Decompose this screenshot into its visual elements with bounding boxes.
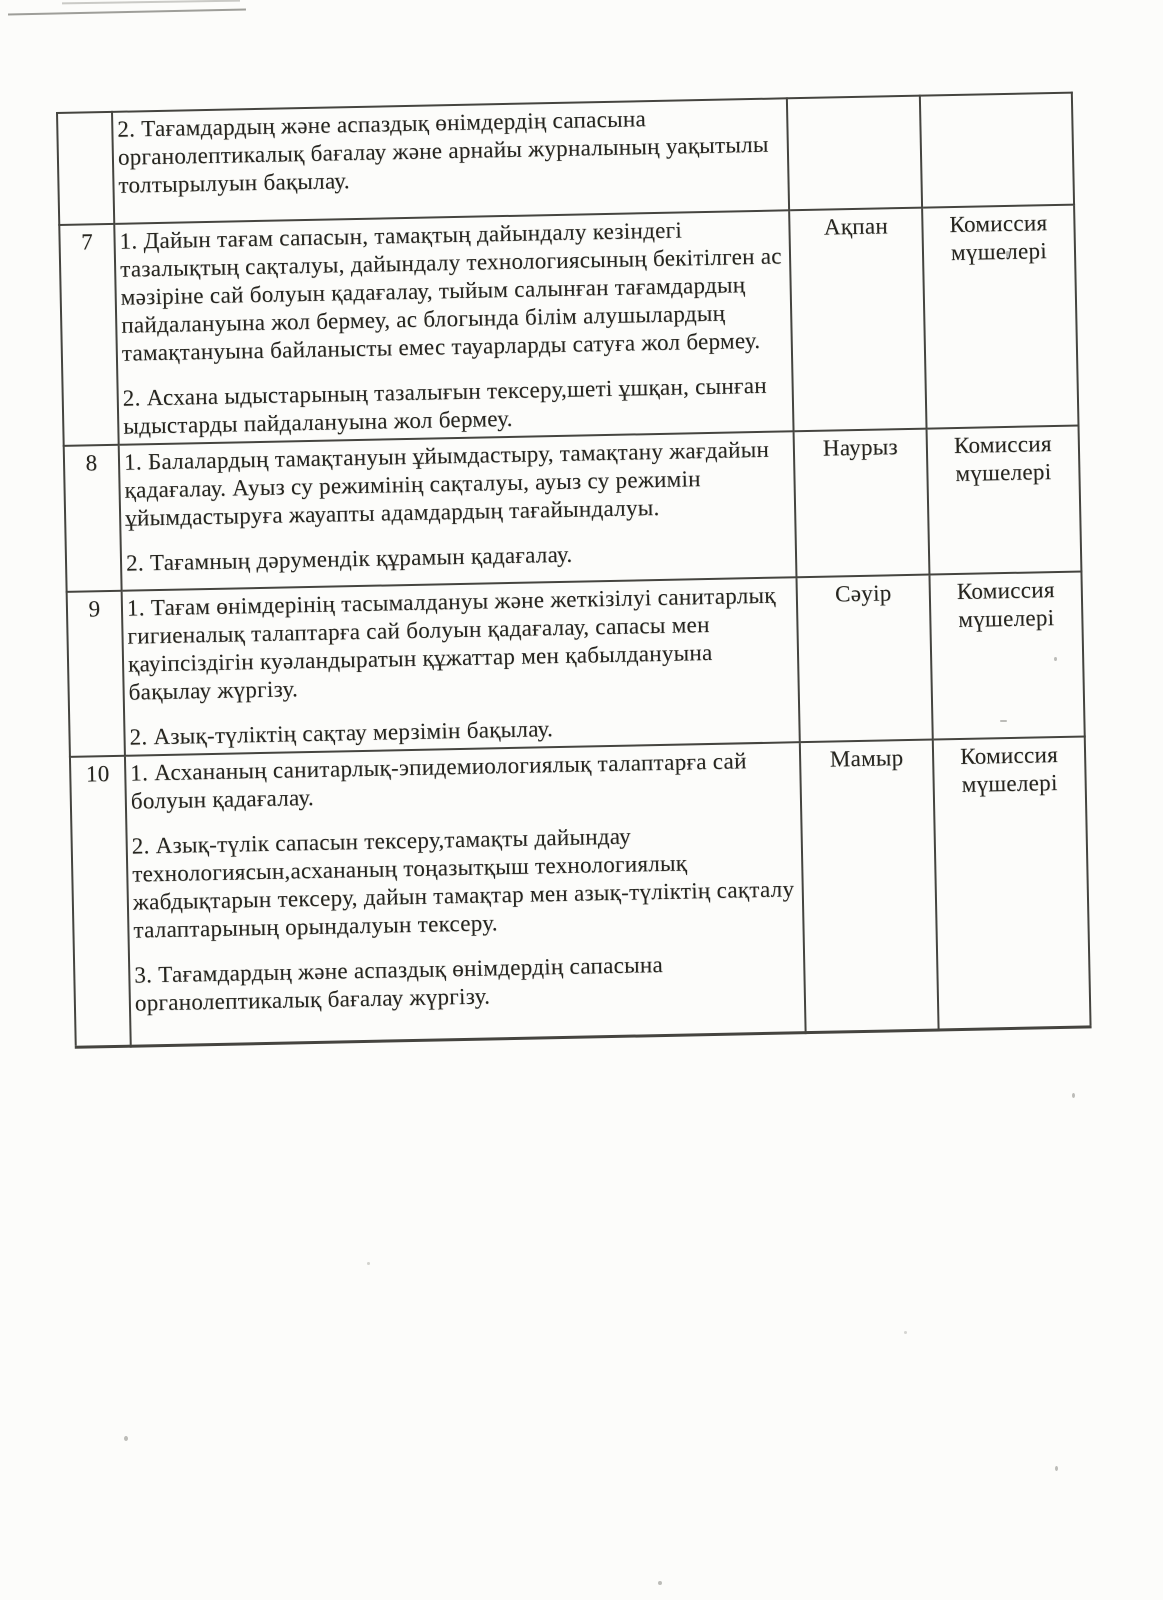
row-number-cell: 8 xyxy=(64,445,122,592)
task-paragraph: 2. Тағамның дәрумендік құрамын қадағалау. xyxy=(125,541,573,576)
table-row-9 xyxy=(67,572,1085,757)
month-cell: Ақпан xyxy=(789,208,926,432)
task-paragraph: 2. Азық-түліктің сақтау мерзімін бақылау. xyxy=(129,716,554,750)
responsible-cell: Комиссия мүшелері xyxy=(933,736,1091,1029)
scan-speck xyxy=(904,1331,907,1334)
table-row-8 xyxy=(64,426,1082,592)
scan-artifact-line xyxy=(62,0,240,4)
scan-speck xyxy=(658,1581,662,1585)
scan-speck xyxy=(1072,1093,1075,1098)
month-cell: Мамыр xyxy=(800,740,939,1033)
task-paragraph: 1. Асхананың санитарлық-эпидемиологиялық талаптарға сай болуын қадағалау. xyxy=(130,748,747,814)
tasks-cell xyxy=(125,742,806,1045)
responsible-cell xyxy=(920,93,1074,208)
task-paragraph: 1. Дайын тағам сапасын, тамақтың дайындалу кезіндегі тазалықтың сақталуы, дайындалу технологиясының бекітілген ас мәзіріне сай болуын қадағалау, тыйым салынған тағамдардың пайдалануына жол бермеу, ас блогында білім алушылардың тамақтануына байланысты емес тауарларды сатуға жол бермеу. xyxy=(119,217,783,366)
row-number-cell xyxy=(57,112,114,225)
scan-speck xyxy=(1055,1466,1058,1471)
row-number-cell: 7 xyxy=(59,224,118,446)
task-paragraph: 2. Азық-түлік сапасын тексеру,тамақты дайындау технологиясын,асхананың тоңазытқыш технологиялық жабдықтарын тексеру, дайын тамақтар мен азық-түліктің сақталу талаптарының орындалуын тексеру. xyxy=(131,823,795,943)
responsible-cell: Комиссия мүшелері xyxy=(927,426,1082,575)
tasks-cell xyxy=(112,98,789,224)
row-number-cell: 9 xyxy=(67,591,125,757)
month-cell: Сәуір xyxy=(796,575,932,743)
scan-speck xyxy=(1000,720,1007,722)
task-paragraph: 2. Асхана ыдыстарының тазалығын тексеру,шеті ұшқан, сынған ыдыстарды пайдалануына жол бермеу. xyxy=(122,372,768,439)
month-cell: Наурыз xyxy=(794,429,930,578)
scan-speck xyxy=(1054,657,1057,661)
row-number-cell: 10 xyxy=(70,756,131,1047)
scan-speck xyxy=(124,1436,128,1441)
table-row-continuation xyxy=(57,93,1074,225)
task-paragraph: 1. Тағам өнімдерінің тасымалдануы және жеткізілуі санитарлық гигиеналық талаптарға сай болуын қадағалау, сапасы мен қауіпсіздігін куәландыратын құжаттар мен қабылдануына бақылау жүргізу. xyxy=(126,582,776,705)
responsible-cell: Комиссия мүшелері xyxy=(922,205,1078,429)
tasks-cell xyxy=(122,577,800,756)
table-row-7 xyxy=(59,205,1078,446)
schedule-table-wrapper xyxy=(56,92,1092,1049)
responsible-cell: Комиссия мүшелері xyxy=(929,572,1084,740)
scan-artifact-line xyxy=(8,9,246,16)
task-paragraph: 3. Тағамдардың және аспаздық өнімдердің сапасына органолептикалық бағалау жүргізу. xyxy=(134,951,664,1016)
task-paragraph: 2. Тағамдардың және аспаздық өнімдердің сапасына органолептикалық бағалау және арнайы журналының уақытылы толтырылуын бақылау. xyxy=(117,106,769,198)
schedule-table xyxy=(56,92,1092,1049)
scan-speck xyxy=(1006,251,1010,257)
scan-speck xyxy=(367,1262,370,1265)
task-paragraph: 1. Балалардың тамақтануын ұйымдастыру, тамақтану жағдайын қадағалау. Ауыз су режимінің сақталуы, ауыз су режимін ұйымдастыруға жауапты адамдардың тағайындалуы. xyxy=(123,436,770,531)
tasks-cell xyxy=(114,210,793,445)
tasks-cell xyxy=(119,431,797,591)
table-row-10 xyxy=(70,736,1091,1046)
month-cell xyxy=(787,96,922,211)
